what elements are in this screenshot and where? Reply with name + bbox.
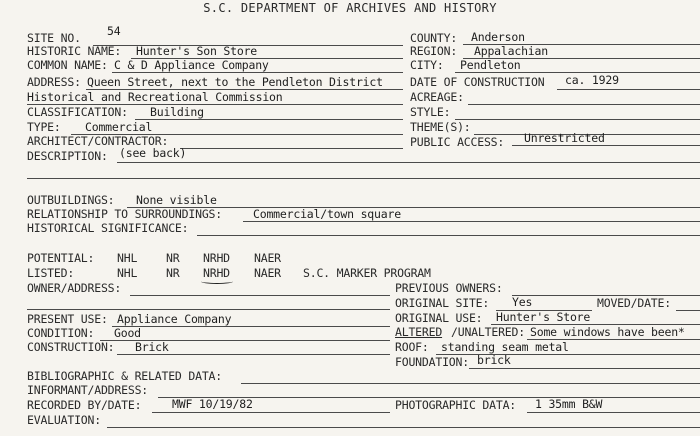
outbuildings-value: None visible xyxy=(136,193,217,207)
altered-value: Some windows have been* xyxy=(530,325,685,339)
construction-value: Brick xyxy=(135,340,169,354)
address-line-1: Queen Street, next to the Pendleton District xyxy=(87,75,383,89)
acreage-line xyxy=(468,104,700,105)
significance-label: HISTORICAL SIGNIFICANCE: xyxy=(27,221,189,235)
present-use-label: PRESENT USE: xyxy=(27,312,108,326)
evaluation-line xyxy=(107,427,700,428)
unaltered-label: /UNALTERED: xyxy=(451,325,525,339)
region-value: Appalachian xyxy=(474,44,548,58)
foundation-label: FOUNDATION: xyxy=(395,355,469,369)
classification-label: CLASSIFICATION: xyxy=(27,105,128,119)
date-of-construction-value: ca. 1929 xyxy=(565,73,619,87)
county-value: Anderson xyxy=(471,30,525,44)
construction-label: CONSTRUCTION: xyxy=(27,340,115,354)
significance-line xyxy=(197,235,700,236)
marker-program-label: S.C. MARKER PROGRAM xyxy=(303,266,431,280)
photographic-value: 1 35mm B&W xyxy=(535,397,603,411)
historic-name-value: Hunter's Son Store xyxy=(136,44,258,58)
description-line xyxy=(117,162,700,163)
bibliographic-line xyxy=(241,383,700,384)
potential-nr: NR xyxy=(166,251,180,265)
site-no-label: SITE NO. xyxy=(27,31,81,45)
listed-nr: NR xyxy=(166,266,180,280)
relationship-value: Commercial/town square xyxy=(253,207,401,221)
altered-label: ALTERED xyxy=(395,325,443,339)
description-value: (see back) xyxy=(119,146,187,160)
style-line xyxy=(455,119,700,120)
listed-nrhd-mark xyxy=(201,279,233,284)
present-use-line xyxy=(112,326,390,327)
listed-nhl: NHL xyxy=(117,266,138,280)
roof-value: standing seam metal xyxy=(441,340,569,354)
condition-label: CONDITION: xyxy=(27,326,95,340)
county-label: COUNTY: xyxy=(410,31,458,45)
architect-line xyxy=(180,148,403,149)
city-label: CITY: xyxy=(410,58,444,72)
photographic-label: PHOTOGRAPHIC DATA: xyxy=(395,398,517,412)
construction-line xyxy=(117,354,390,355)
listed-nrhd: NRHD xyxy=(203,266,230,280)
region-label: REGION: xyxy=(410,44,458,58)
description-rule-2 xyxy=(27,178,700,179)
theme-label: THEME(S): xyxy=(410,120,471,134)
bibliographic-label: BIBLIOGRAPHIC & RELATED DATA: xyxy=(27,369,222,383)
date-of-construction-label: DATE OF CONSTRUCTION xyxy=(410,75,545,89)
foundation-value: brick xyxy=(477,353,511,367)
potential-nrhd: NRHD xyxy=(203,251,230,265)
site-no-value: 54 xyxy=(107,24,121,38)
type-value: Commercial xyxy=(85,120,153,134)
description-label: DESCRIPTION: xyxy=(27,149,108,163)
common-name-value: C & D Appliance Company xyxy=(114,58,269,72)
original-use-label: ORIGINAL USE: xyxy=(395,311,483,325)
foundation-line xyxy=(469,368,700,369)
potential-label: POTENTIAL: xyxy=(27,251,95,265)
style-label: STYLE: xyxy=(410,105,451,119)
previous-owners-label: PREVIOUS OWNERS: xyxy=(395,281,503,295)
address-label: ADDRESS: xyxy=(27,75,81,89)
public-access-line xyxy=(512,145,700,146)
acreage-label: ACREAGE: xyxy=(410,90,464,104)
owner-line-2 xyxy=(27,309,390,310)
type-label: TYPE: xyxy=(27,120,61,134)
common-name-line xyxy=(112,72,403,73)
form-header: S.C. DEPARTMENT OF ARCHIVES AND HISTORY xyxy=(203,1,497,15)
potential-nhl: NHL xyxy=(117,251,138,265)
evaluation-label: EVALUATION: xyxy=(27,413,101,427)
moved-date-line xyxy=(676,310,700,311)
classification-line xyxy=(135,119,403,120)
owner-label: OWNER/ADDRESS: xyxy=(27,281,122,295)
original-site-label: ORIGINAL SITE: xyxy=(395,296,490,310)
recorded-by-label: RECORDED BY/DATE: xyxy=(27,398,142,412)
potential-naer: NAER xyxy=(254,251,281,265)
public-access-label: PUBLIC ACCESS: xyxy=(410,135,505,149)
owner-line xyxy=(130,295,390,296)
roof-label: ROOF: xyxy=(395,340,429,354)
listed-label: LISTED: xyxy=(27,266,75,280)
date-line xyxy=(557,89,700,90)
present-use-value: Appliance Company xyxy=(117,312,232,326)
recorded-by-line xyxy=(152,412,390,413)
historic-name-label: HISTORIC NAME: xyxy=(27,44,122,58)
classification-value: Building xyxy=(150,105,204,119)
roof-line xyxy=(436,354,700,355)
original-site-value: Yes xyxy=(512,295,533,309)
relationship-label: RELATIONSHIP TO SURROUNDINGS: xyxy=(27,207,222,221)
relationship-line xyxy=(243,221,700,222)
architect-label: ARCHITECT/CONTRACTOR: xyxy=(27,134,169,148)
condition-value: Good xyxy=(114,326,141,340)
common-name-label: COMMON NAME: xyxy=(27,58,108,72)
informant-label: INFORMANT/ADDRESS: xyxy=(27,383,149,397)
original-use-value: Hunter's Store xyxy=(496,310,591,324)
moved-date-label: MOVED/DATE: xyxy=(597,296,671,310)
photographic-line xyxy=(527,412,700,413)
listed-naer: NAER xyxy=(254,266,281,280)
city-value: Pendleton xyxy=(460,58,521,72)
public-access-value: Unrestricted xyxy=(524,131,605,145)
address-line-2: Historical and Recreational Commission xyxy=(27,90,283,104)
outbuildings-label: OUTBUILDINGS: xyxy=(27,193,115,207)
recorded-by-value: MWF 10/19/82 xyxy=(172,397,253,411)
